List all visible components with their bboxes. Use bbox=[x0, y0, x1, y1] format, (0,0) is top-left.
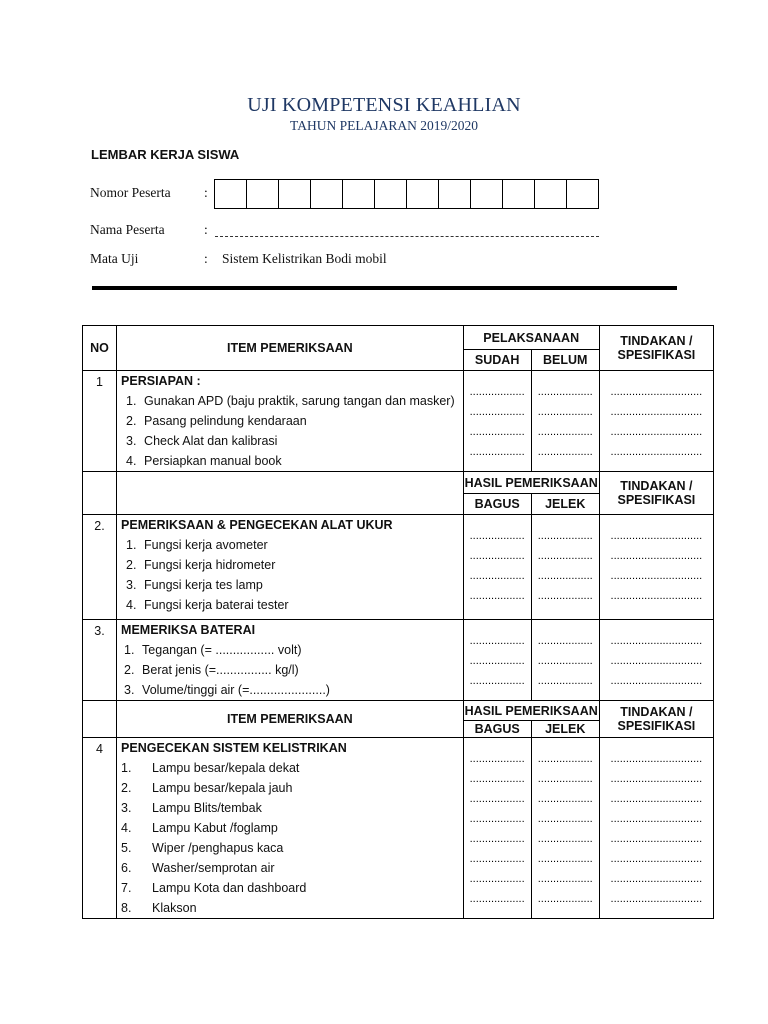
jelek-column[interactable] bbox=[531, 738, 599, 919]
jelek-column[interactable] bbox=[531, 515, 599, 620]
nomor-digit-box[interactable] bbox=[310, 179, 343, 209]
dot-field[interactable]: .................. bbox=[537, 446, 593, 458]
dot-field[interactable]: .................. bbox=[537, 386, 593, 398]
dot-field[interactable]: .................. bbox=[537, 773, 593, 785]
list-item: 3. Fungsi kerja tes lamp bbox=[126, 578, 263, 592]
list-item: 5. Wiper /penghapus kaca bbox=[121, 841, 284, 855]
nomor-digit-box[interactable] bbox=[342, 179, 375, 209]
dot-field[interactable]: .............................. bbox=[610, 530, 703, 542]
dot-field[interactable]: .................. bbox=[469, 675, 525, 687]
document-subtitle: TAHUN PELAJARAN 2019/2020 bbox=[290, 118, 478, 133]
nomor-digit-box[interactable] bbox=[470, 179, 503, 209]
dot-field[interactable]: .............................. bbox=[610, 813, 703, 825]
header-bagus: BAGUS bbox=[463, 721, 531, 738]
dot-field[interactable]: .................. bbox=[469, 813, 525, 825]
section-items bbox=[117, 371, 464, 472]
nomor-digit-box[interactable] bbox=[278, 179, 311, 209]
dot-field[interactable]: .............................. bbox=[610, 655, 703, 667]
tindakan-column[interactable] bbox=[599, 515, 713, 620]
dot-field[interactable]: .............................. bbox=[610, 853, 703, 865]
dot-field[interactable]: .................. bbox=[469, 893, 525, 905]
list-item: 1. Tegangan (= ................. volt) bbox=[124, 643, 302, 657]
section-items bbox=[117, 620, 464, 701]
section-row bbox=[83, 620, 714, 701]
dot-field[interactable]: .................. bbox=[469, 386, 525, 398]
nomor-digit-box[interactable] bbox=[438, 179, 471, 209]
section-no: 4 bbox=[83, 738, 117, 919]
header-pelaksanaan: PELAKSANAAN bbox=[463, 326, 599, 350]
header-item: ITEM PEMERIKSAAN bbox=[117, 701, 464, 738]
list-item: 7. Lampu Kota dan dashboard bbox=[121, 881, 307, 895]
section-row bbox=[83, 515, 714, 620]
section-title: PEMERIKSAAN & PENGECEKAN ALAT UKUR bbox=[121, 518, 393, 532]
dot-field[interactable]: .................. bbox=[469, 833, 525, 845]
header-hasil: HASIL PEMERIKSAAN bbox=[463, 701, 599, 721]
dot-field[interactable]: .................. bbox=[537, 406, 593, 418]
list-item: 1. Lampu besar/kepala dekat bbox=[121, 761, 300, 775]
dot-field[interactable]: .............................. bbox=[610, 426, 703, 438]
jelek-column[interactable] bbox=[531, 620, 599, 701]
dot-field[interactable]: .................. bbox=[469, 635, 525, 647]
dot-field[interactable]: .............................. bbox=[610, 773, 703, 785]
bagus-column[interactable] bbox=[463, 515, 531, 620]
list-item: 1. Gunakan APD (baju praktik, sarung tangan dan masker) bbox=[126, 394, 455, 408]
header-jelek: JELEK bbox=[531, 494, 599, 515]
dot-field[interactable]: .............................. bbox=[610, 550, 703, 562]
dot-field[interactable]: .................. bbox=[469, 530, 525, 542]
dot-field[interactable]: .................. bbox=[537, 550, 593, 562]
header-hasil: HASIL PEMERIKSAAN bbox=[463, 472, 599, 494]
tindakan-column[interactable] bbox=[599, 371, 713, 472]
belum-column[interactable] bbox=[531, 371, 599, 472]
nama-colon: : bbox=[204, 222, 208, 237]
section-no: 3. bbox=[83, 620, 117, 701]
header-item: ITEM PEMERIKSAAN bbox=[117, 326, 464, 371]
header-belum: BELUM bbox=[531, 350, 599, 371]
dot-field[interactable]: .................. bbox=[469, 655, 525, 667]
nama-peserta-label: Nama Peserta bbox=[90, 222, 165, 237]
dot-field[interactable]: .................. bbox=[537, 793, 593, 805]
nomor-digit-box[interactable] bbox=[502, 179, 535, 209]
section-items bbox=[117, 738, 464, 919]
section-no: 1 bbox=[83, 371, 117, 472]
section-no: 2. bbox=[83, 515, 117, 620]
nomor-digit-box[interactable] bbox=[246, 179, 279, 209]
header-bagus: BAGUS bbox=[463, 494, 531, 515]
list-item: 6. Washer/semprotan air bbox=[121, 861, 275, 875]
nomor-digit-box[interactable] bbox=[566, 179, 599, 209]
section-row bbox=[83, 371, 714, 472]
dot-field[interactable]: .................. bbox=[469, 590, 525, 602]
header-divider bbox=[92, 286, 677, 290]
dot-field[interactable]: .............................. bbox=[610, 893, 703, 905]
nomor-peserta-boxes[interactable] bbox=[215, 179, 599, 209]
dot-field[interactable]: .............................. bbox=[610, 793, 703, 805]
dot-field[interactable]: .................. bbox=[537, 833, 593, 845]
dot-field[interactable]: .................. bbox=[537, 853, 593, 865]
nomor-digit-box[interactable] bbox=[374, 179, 407, 209]
mata-uji-value: Sistem Kelistrikan Bodi mobil bbox=[222, 251, 387, 266]
header-tindakan: TINDAKAN / SPESIFIKASI bbox=[599, 326, 713, 371]
mata-uji-label: Mata Uji bbox=[90, 251, 139, 266]
tindakan-column[interactable] bbox=[599, 620, 713, 701]
section-row bbox=[83, 738, 714, 919]
document-title: UJI KOMPETENSI KEAHLIAN bbox=[247, 94, 521, 116]
list-item: 3. Check Alat dan kalibrasi bbox=[126, 434, 278, 448]
dot-field[interactable]: .................. bbox=[537, 570, 593, 582]
dot-field[interactable]: .................. bbox=[469, 873, 525, 885]
nama-peserta-line[interactable] bbox=[215, 236, 599, 237]
dot-field[interactable]: .................. bbox=[469, 853, 525, 865]
nomor-digit-box[interactable] bbox=[534, 179, 567, 209]
header-sudah: SUDAH bbox=[463, 350, 531, 371]
section-title: PERSIAPAN : bbox=[121, 374, 201, 388]
dot-field[interactable]: .................. bbox=[537, 655, 593, 667]
list-item: 3. Volume/tinggi air (=......................) bbox=[124, 683, 330, 697]
sudah-column[interactable] bbox=[463, 371, 531, 472]
list-item: 3. Lampu Blits/tembak bbox=[121, 801, 262, 815]
dot-field[interactable]: .............................. bbox=[610, 675, 703, 687]
dot-field[interactable]: .................. bbox=[469, 773, 525, 785]
list-item: 1. Fungsi kerja avometer bbox=[126, 538, 268, 552]
section-title: PENGECEKAN SISTEM KELISTRIKAN bbox=[121, 741, 347, 755]
dot-field[interactable]: .................. bbox=[537, 530, 593, 542]
nomor-digit-box[interactable] bbox=[214, 179, 247, 209]
section-items bbox=[117, 515, 464, 620]
dot-field[interactable]: .................. bbox=[537, 675, 593, 687]
header-jelek: JELEK bbox=[531, 721, 599, 738]
assessment-table bbox=[82, 325, 714, 919]
header-tindakan: TINDAKAN / SPESIFIKASI bbox=[599, 472, 713, 515]
list-item: 2. Fungsi kerja hidrometer bbox=[126, 558, 276, 572]
nomor-digit-box[interactable] bbox=[406, 179, 439, 209]
list-item: 2. Lampu besar/kepala jauh bbox=[121, 781, 293, 795]
list-item: 4. Persiapkan manual book bbox=[126, 454, 282, 468]
dot-field[interactable]: .................. bbox=[537, 893, 593, 905]
dot-field[interactable]: .................. bbox=[537, 635, 593, 647]
dot-field[interactable]: .................. bbox=[469, 793, 525, 805]
mata-colon: : bbox=[204, 251, 208, 266]
dot-field[interactable]: .............................. bbox=[610, 873, 703, 885]
nomor-peserta-label: Nomor Peserta bbox=[90, 185, 171, 200]
list-item: 2. Berat jenis (=................ kg/l) bbox=[124, 663, 299, 677]
dot-field[interactable]: .............................. bbox=[610, 446, 703, 458]
dot-field[interactable]: .................. bbox=[537, 813, 593, 825]
tindakan-column[interactable] bbox=[599, 738, 713, 919]
dot-field[interactable]: .................. bbox=[469, 753, 525, 765]
bagus-column[interactable] bbox=[463, 738, 531, 919]
dot-field[interactable]: .............................. bbox=[610, 406, 703, 418]
dot-field[interactable]: .............................. bbox=[610, 386, 703, 398]
list-item: 2. Pasang pelindung kendaraan bbox=[126, 414, 307, 428]
dot-field[interactable]: .................. bbox=[469, 570, 525, 582]
list-item: 4. Lampu Kabut /foglamp bbox=[121, 821, 278, 835]
dot-field[interactable]: .................. bbox=[469, 446, 525, 458]
header-no: NO bbox=[83, 326, 117, 371]
dot-field[interactable]: .............................. bbox=[610, 570, 703, 582]
dot-field[interactable]: .............................. bbox=[610, 590, 703, 602]
section-title: MEMERIKSA BATERAI bbox=[121, 623, 256, 637]
dot-field[interactable]: .................. bbox=[537, 426, 593, 438]
dot-field[interactable]: .................. bbox=[537, 873, 593, 885]
list-item: 8. Klakson bbox=[121, 901, 197, 915]
dot-field[interactable]: .................. bbox=[469, 426, 525, 438]
dot-field[interactable]: .............................. bbox=[610, 833, 703, 845]
bagus-column[interactable] bbox=[463, 620, 531, 701]
dot-field[interactable]: .............................. bbox=[610, 753, 703, 765]
dot-field[interactable]: .................. bbox=[537, 590, 593, 602]
dot-field[interactable]: .................. bbox=[469, 550, 525, 562]
nomor-colon: : bbox=[204, 185, 208, 200]
list-item: 4. Fungsi kerja baterai tester bbox=[126, 598, 289, 612]
dot-field[interactable]: .............................. bbox=[610, 635, 703, 647]
dot-field[interactable]: .................. bbox=[537, 753, 593, 765]
dot-field[interactable]: .................. bbox=[469, 406, 525, 418]
header-tindakan: TINDAKAN / SPESIFIKASI bbox=[599, 701, 713, 738]
sheet-label: LEMBAR KERJA SISWA bbox=[91, 147, 240, 162]
